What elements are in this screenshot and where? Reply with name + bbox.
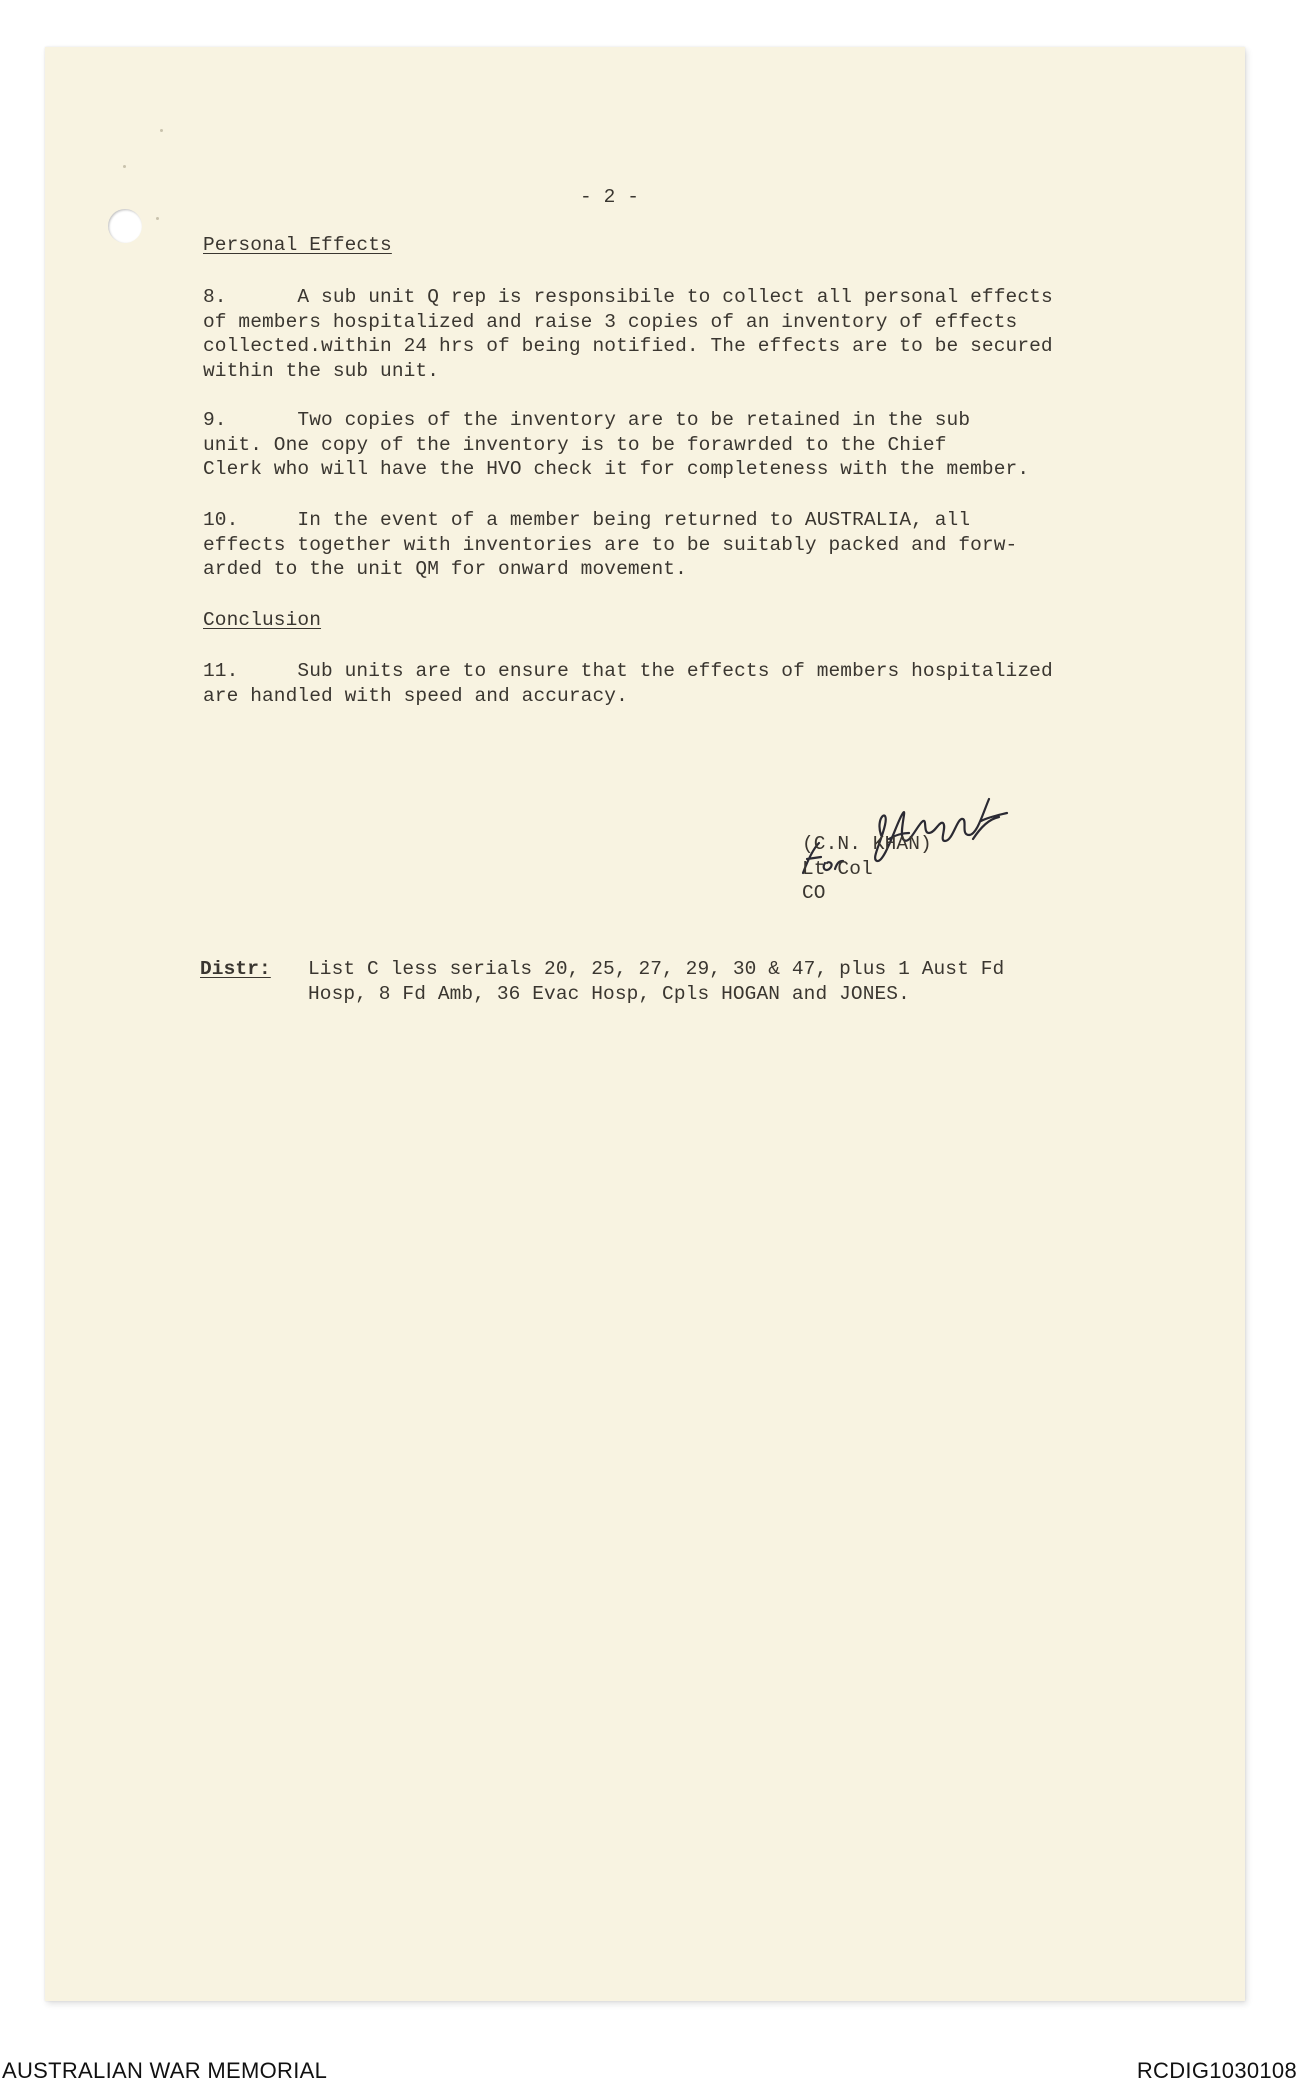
paragraph-line: Two copies of the inventory are to be retained in the sub [297, 409, 971, 431]
footer-record-id: RCDIG1030108 [1136, 2058, 1297, 2083]
paragraph-10 [203, 508, 1017, 582]
paragraph-11 [203, 659, 1053, 708]
paragraph-number: 11. [203, 660, 239, 682]
paragraph-line: are handled with speed and accuracy. [203, 684, 628, 707]
signature-block [802, 832, 932, 906]
page-number: - 2 - [580, 186, 640, 208]
distribution-label: Distr: [200, 958, 271, 980]
paragraph-8 [203, 285, 1053, 383]
distribution-list [308, 957, 1004, 1006]
paragraph-line: of members hospitalized and raise 3 copies of an inventory of effects [203, 310, 1018, 333]
paragraph-line: Sub units are to ensure that the effects of members hospitalized [297, 660, 1053, 682]
signatory-appointment: CO [802, 882, 826, 904]
paragraph-line: unit. One copy of the inventory is to be forawrded to the Chief [203, 433, 947, 456]
paper-speck [123, 165, 126, 168]
punch-hole [108, 209, 142, 243]
paragraph-line: arded to the unit QM for onward movement. [203, 558, 687, 580]
paper-speck [156, 217, 159, 220]
paragraph-line: Clerk who will have the HVO check it for completeness with the member. [203, 458, 1030, 480]
distribution-line: List C less serials 20, 25, 27, 29, 30 & 47, plus 1 Aust Fd [308, 958, 1005, 980]
paragraph-line: A sub unit Q rep is responsibile to collect all personal effects [297, 286, 1053, 308]
paragraph-line: In the event of a member being returned to AUSTRALIA, all [297, 509, 971, 531]
section-heading-personal-effects: Personal Effects [203, 234, 392, 256]
paragraph-line: collected.within 24 hrs of being notified. The effects are to be secured [203, 335, 1053, 357]
paragraph-number: 10. [203, 509, 239, 531]
paper-speck [160, 129, 163, 132]
document-page [45, 47, 1245, 2001]
paragraph-number: 9. [203, 409, 227, 431]
distribution-line: Hosp, 8 Fd Amb, 36 Evac Hosp, Cpls HOGAN and JONES. [308, 982, 910, 1005]
footer-archive-name: AUSTRALIAN WAR MEMORIAL [2, 2058, 328, 2083]
paragraph-number: 8. [203, 286, 227, 308]
paragraph-9 [203, 408, 1029, 482]
signatory-name: (C.N. KHAN) [802, 833, 932, 855]
signatory-rank: Lt Col [802, 857, 873, 880]
paragraph-line: within the sub unit. [203, 359, 440, 382]
paragraph-line: effects together with inventories are to be suitably packed and forw- [203, 533, 1018, 556]
section-heading-conclusion: Conclusion [203, 609, 322, 631]
